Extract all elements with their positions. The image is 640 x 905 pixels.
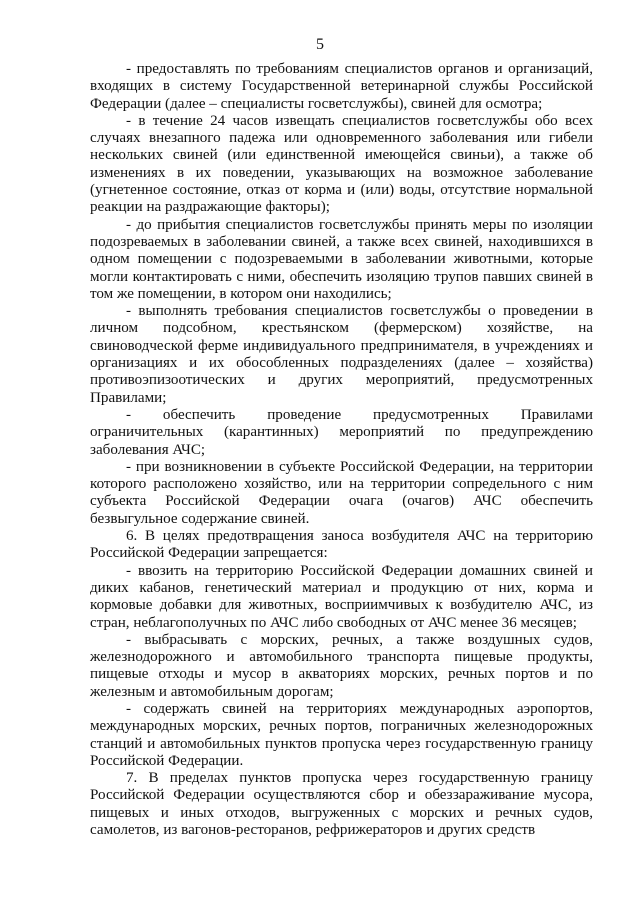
paragraph-9: - выбрасывать с морских, речных, а также воздушных судов, железнодорожного и автомобильного транспорта пищевые продукты, пищевые отходы и мусор в акваториях морских, речных портов и по железным и автомобильным дорогам; xyxy=(90,631,593,700)
document-body xyxy=(90,61,593,839)
paragraph-6: - при возникновении в субъекте Российской Федерации, на территории которого расположено хозяйство, или на территории сопредельного с ним субъекта Российской Федерации очага (очагов) АЧС обеспечить безвыгульное содержание свиней. xyxy=(90,458,593,527)
paragraph-5: - обеспечить проведение предусмотренных Правилами ограничительных (карантинных) мероприятий по предупреждению заболевания АЧС; xyxy=(90,406,593,458)
paragraph-8: - ввозить на территорию Российской Федерации домашних свиней и диких кабанов, генетический материал и продукцию от них, корма и кормовые добавки для животных, восприимчивых к возбудителю АЧС, из стран, неблагополучных по АЧС либо свободных от АЧС менее 36 месяцев; xyxy=(90,562,593,631)
paragraph-2: - в течение 24 часов извещать специалистов госветслужбы обо всех случаях внезапного падежа или одновременного заболевания или гибели нескольких свиней (или единственной имеющейся свиньи), а также об изменениях в их поведении, указывающих на возможное заболевание (угнетенное состояние, отказ от корма и (или) воды, отсутствие нормальной реакции на раздражающие факторы); xyxy=(90,112,593,216)
paragraph-4: - выполнять требования специалистов госветслужбы о проведении в личном подсобном, крестьянском (фермерском) хозяйстве, на свиноводческой ферме индивидуального предпринимателя, в учреждениях и организациях и их обособленных подразделениях (далее – хозяйства) противоэпизоотических и других мероприятий, предусмотренных Правилами; xyxy=(90,303,593,406)
paragraph-11: 7. В пределах пунктов пропуска через государственную границу Российской Федерации осуществляются сбор и обеззараживание мусора, пищевых и иных отходов, выгруженных с морских и речных судов, самолетов, из вагонов-ресторанов, рефрижераторов и других средств xyxy=(90,770,593,839)
paragraph-3: - до прибытия специалистов госветслужбы принять меры по изоляции подозреваемых в заболевании свиней, а также всех свиней, находившихся в одном помещении с подозреваемыми в заболевании животными, которые могли контактировать с ними, обеспечить изоляцию трупов павших свиней в том же помещении, в котором они находились; xyxy=(90,216,593,302)
paragraph-7: 6. В целях предотвращения заноса возбудителя АЧС на территорию Российской Федерации запрещается: xyxy=(90,528,593,562)
paragraph-1: - предоставлять по требованиям специалистов органов и организаций, входящих в систему Государственной ветеринарной службы Российской Федерации (далее – специалисты госветслужбы), свиней для осмотра; xyxy=(90,61,593,112)
page-number: 5 xyxy=(316,36,324,53)
paragraph-10: - содержать свиней на территориях международных аэропортов, международных морских, речных портов, пограничных железнодорожных станций и автомобильных пунктов пропуска через государственную границу Российской Федерации. xyxy=(90,700,593,769)
